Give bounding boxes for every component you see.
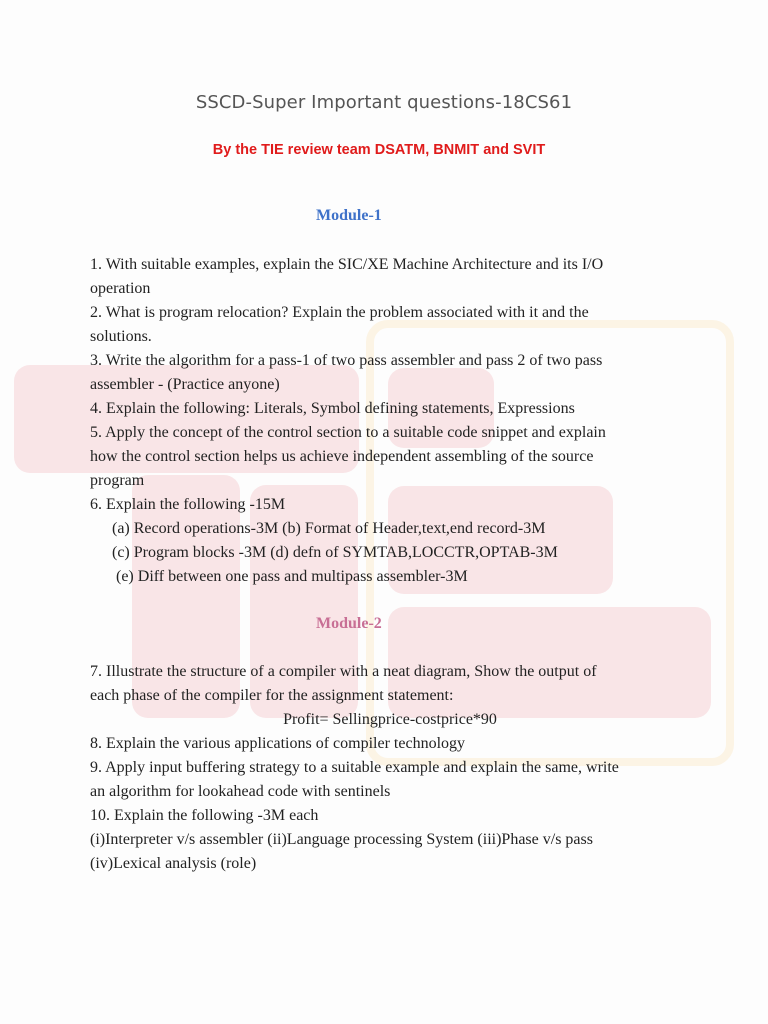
question-line: 1. With suitable examples, explain the SIC/XE Machine Architecture and its I/O (90, 256, 604, 273)
module-2-heading: Module-2 (316, 615, 382, 632)
question-line: operation (90, 280, 151, 297)
question-line: 3. Write the algorithm for a pass-1 of two pass assembler and pass 2 of two pass (90, 352, 603, 369)
question-line: solutions. (90, 328, 152, 345)
document-subtitle: By the TIE review team DSATM, BNMIT and SVIT (212, 142, 546, 158)
question-line: assembler - (Practice anyone) (90, 376, 280, 393)
module-1-heading: Module-1 (316, 207, 382, 224)
question-line: how the control section helps us achieve independent assembling of the source (90, 448, 594, 465)
question-subline: (a) Record operations-3M (b) Format of Header,text,end record-3M (112, 520, 546, 537)
question-line: 7. Illustrate the structure of a compiler with a neat diagram, Show the output of (90, 663, 597, 680)
question-line: 9. Apply input buffering strategy to a suitable example and explain the same, write (90, 759, 619, 776)
question-line: program (90, 472, 145, 489)
question-line: 5. Apply the concept of the control section to a suitable code snippet and explain (90, 424, 606, 441)
question-line: (i)Interpreter v/s assembler (ii)Language processing System (iii)Phase v/s pass (90, 831, 593, 848)
document-title: SSCD-Super Important questions-18CS61 (195, 92, 573, 113)
question-line: 6. Explain the following -15M (90, 496, 286, 513)
question-formula: Profit= Sellingprice-costprice*90 (283, 711, 497, 728)
question-line: (iv)Lexical analysis (role) (90, 855, 257, 872)
question-subline: (c) Program blocks -3M (d) defn of SYMTAB,LOCCTR,OPTAB-3M (112, 544, 558, 561)
question-line: each phase of the compiler for the assignment statement: (90, 687, 454, 704)
question-line: 10. Explain the following -3M each (90, 807, 319, 824)
module-2-questions (90, 660, 690, 876)
module-1-questions (90, 253, 690, 589)
question-line: 2. What is program relocation? Explain the problem associated with it and the (90, 304, 589, 321)
question-line: 8. Explain the various applications of compiler technology (90, 735, 466, 752)
question-subline: (e) Diff between one pass and multipass assembler-3M (116, 568, 468, 585)
question-line: an algorithm for lookahead code with sentinels (90, 783, 391, 800)
question-line: 4. Explain the following: Literals, Symbol defining statements, Expressions (90, 400, 575, 417)
